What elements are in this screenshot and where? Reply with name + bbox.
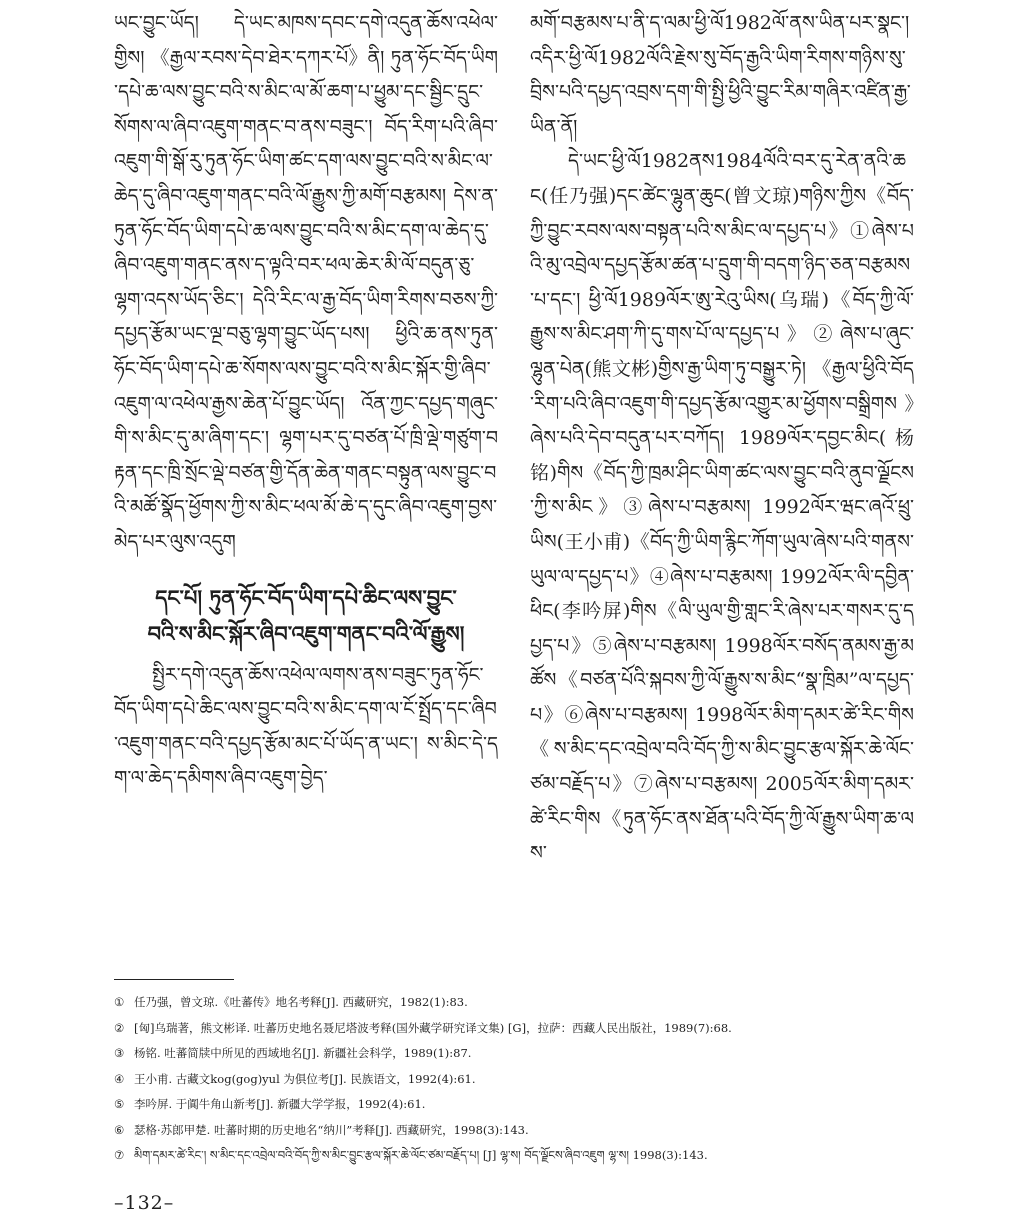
footnote-text: [匈]乌瑞著，熊文彬译. 吐蕃历史地名聂尼塔波考释(国外藏学研究译文集) [G]，拉萨：西藏人民出版社，1989(7):68.: [134, 1020, 732, 1035]
left-column: [114, 6, 498, 796]
footnote-text: 杨铭. 吐蕃简牍中所见的西域地名[J]. 新疆社会科学，1989(1):87.: [134, 1046, 472, 1060]
footnote-text: 李吟屏. 于阗牛角山新考[J]. 新疆大学学报，1992(4):61.: [134, 1097, 426, 1111]
footnote: [114, 1016, 914, 1042]
section-heading-line: དང་པོ། ཏུན་ཧོང་བོད་ཡིག་དཔེ་ཆིང་ལས་བྱུང་: [155, 584, 457, 610]
footnote-text: 王小甫. 古藏文kog(gog)yul 为俱位考[J]. 民族语文，1992(4):61.: [134, 1071, 476, 1086]
footnote: [114, 1041, 914, 1067]
footnote-text: 任乃强，曾文琼.《吐蕃传》地名考释[J]. 西藏研究，1982(1):83.: [134, 995, 468, 1009]
page-number: –132–: [114, 1192, 175, 1214]
footnote-number: ①: [114, 995, 125, 1009]
footnote-number: ④: [114, 1071, 125, 1086]
footnote-number: ⑥: [114, 1122, 125, 1137]
footnote-divider: [114, 979, 234, 980]
body-paragraph: ཡང་བྱུང་ཡོད། དེ་ཡང་མཁས་དབང་དགེ་འདུན་ཆོས་འཕེལ་གྱིས། 《རྒྱལ་རབས་དེབ་ཐེར་དཀར་པོ》ནི། ཏུན་ཧོང་བོད་ཡིག་དཔེ་ཆ་ལས་བྱུང་བའི་ས་མིང་ལ་མོ་ཆག་པ་ཕྱུམ་དང་སྦྱིང་དྲུང་སོགས་ལ་ཞིབ་འཇུག་གནང་བ་ནས་བཟུང་། བོད་རིག་པའི་ཞིབ་འཇུག་གི་སྒོ་རུ་ཏུན་ཧོང་ཡིག་ཚང་དག་ལས་བྱུང་བའི་ས་མིང་ལ་ཆེད་དུ་ཞིབ་འཇུག་གནང་བའི་ལོ་རྒྱུས་ཀྱི་མགོ་བརྩམས། དེས་ན་ཏུན་ཧོང་བོད་ཡིག་དཔེ་ཆ་ལས་བྱུང་བའི་ས་མིང་དག་ལ་ཆེད་དུ་ཞིབ་འཇུག་གནང་ནས་ད་ལྟའི་བར་ཕལ་ཆེར་མི་ལོ་བདུན་ཅུ་ལྷག་འདས་ཡོད་ཅིང་། དེའི་རིང་ལ་རྒྱ་བོད་ཡིག་རིགས་བཅས་ཀྱི་དཔྱད་རྩོམ་ཡང་ལྔ་བཅུ་ལྷག་བྱུང་ཡོད་པས། ཕྱིའི་ཆ་ནས་ཏུན་ཧོང་བོད་ཡིག་དཔེ་ཆ་སོགས་ལས་བྱུང་བའི་ས་མིང་སྐོར་གྱི་ཞིབ་འཇུག་ལ་འཕེལ་རྒྱས་ཆེན་པོ་བྱུང་ཡོད། འོན་ཀྱང་དཔྱད་གཞུང་གི་ས་མིང་དུ་མ་ཞིག་དང་། ལྷག་པར་དུ་བཙན་པོ་ཁྲི་ལྡེ་གཙུག་བརྟན་དང་ཁྲི་སྲོང་ལྡེ་བཙན་གྱི་དོན་ཆེན་གནང་བསྟུན་ལས་བྱུང་བའི་མཚོ་སྣོད་ཕྱོགས་ཀྱི་ས་མིང་ཕལ་མོ་ཆེ་ད་དུང་ཞིབ་འཇུག་བྱས་མེད་པར་ལུས་འདུག: [114, 12, 498, 553]
footnote: [114, 1118, 914, 1144]
footnotes: [114, 990, 914, 1169]
section-heading: [114, 580, 498, 652]
body-paragraph: སྤྱིར་དགེ་འདུན་ཆོས་འཕེལ་ལགས་ནས་བཟུང་ཏུན་ཧོང་བོད་ཡིག་དཔེ་ཆིང་ལས་བྱུང་བའི་ས་མིང་དག་ལ་ངོ་སྤྲོད་དང་ཞིབ་འཇུག་གནང་བའི་དཔྱད་རྩོམ་མང་པོ་ཡོད་ན་ཡང་། ས་མིང་དེ་དག་ལ་ཆེད་དམིགས་ཞིབ་འཇུག་བྱེད་: [114, 663, 498, 790]
footnote: [114, 1143, 914, 1169]
footnote: [114, 1092, 914, 1118]
footnote-number: ③: [114, 1046, 125, 1060]
footnote-number: ⑤: [114, 1097, 125, 1111]
footnote-number: ⑦: [114, 1148, 125, 1162]
body-paragraph: མགོ་བརྩམས་པ་ནི་ད་ལམ་ཕྱི་ལོ1982ལོ་ནས་ཡིན་པར་སྣང་། འདིར་ཕྱི་ལོ1982ལོའི་རྗེས་སུ་བོད་རྒྱའི་ཡིག་རིགས་གཉིས་སུ་བྲིས་པའི་དཔྱད་འབྲས་དག་གི་སྤྱི་ཕྱིའི་བྱུང་རིམ་གཞིར་འཛིན་རྒྱ་ཡིན་ནོ།: [530, 12, 911, 138]
section-heading-line: བའི་ས་མིང་སྐོར་ཞིབ་འཇུག་གནང་བའི་ལོ་རྒྱུས།: [147, 620, 465, 646]
footnote-text: 瑟格·苏郎甲楚. 吐蕃时期的历史地名“纳川”考释[J]. 西藏研究，1998(3):143.: [134, 1122, 529, 1137]
right-column: [530, 6, 914, 871]
footnote: [114, 1067, 914, 1093]
footnote-text: མིག་དམར་ཚེ་རིང་། ས་མིང་དང་འབྲེལ་བའི་བོད་ཀྱི་ས་མིང་བྱུང་རྩལ་སྐོར་ཆེ་ལོང་ཙམ་བརྗོད་པ། [J] ལྷ་ས། བོད་ལྗོངས་ཞིབ་འཇུག ལྷ་ས། 1998(3):143.: [134, 1148, 708, 1162]
footnote: [114, 990, 914, 1016]
footnote-number: ②: [114, 1020, 125, 1035]
body-paragraph: དེ་ཡང་ཕྱི་ལོ1982ནས1984ལོའི་བར་དུ་རེན་ནའི་ཆང(任乃强)དང་ཚེང་ལྷུན་ཆུང(曾文琼)གཉིས་ཀྱིས《བོད་ཀྱི་བྱུང་རབས་ལས་བསྟན་པའི་ས་མིང་ལ་དཔྱད་པ》①ཞེས་པའི་མུ་འབྲེལ་དཔྱད་རྩོམ་ཚན་པ་དྲུག་གི་བདག་ཉིད་ཅན་བརྩམས་པ་དང་། ཕྱི་ལོ1989ལོར་ཨུ་རེའུ་ཡིས(乌瑞)《བོད་ཀྱི་ལོ་རྒྱུས་ས་མིང་ཤག་ཀི་དུ་གས་པོ་ལ་དཔྱད་པ》②ཞེས་པ་ཞུང་ལྷུན་པེན(熊文彬)གྱིས་རྒྱ་ཡིག་ཏུ་བསྒྱུར་ཏེ། 《རྒྱལ་ཕྱིའི་བོད་རིག་པའི་ཞིབ་འཇུག་གི་དཔྱད་རྩོམ་འགྱུར་མ་ཕྱོགས་བསྒྲིགས》ཞེས་པའི་དེབ་བདུན་པར་བཀོད། 1989ལོར་དབྱང་མིང(杨铭)གིས《བོད་ཀྱི་ཁྲམ་ཤིང་ཡིག་ཚང་ལས་བྱུང་བའི་ནུབ་ལྗོངས་ཀྱི་ས་མིང》③ཞེས་པ་བརྩམས། 1992ལོར་ཝང་ཞའོ་ཕྲུ་ཡིས(王小甫)《བོད་ཀྱི་ཡིག་རྙིང་ཀོག་ཡུལ་ཞེས་པའི་གནས་ཡུལ་ལ་དཔྱད་པ》④ཞེས་པ་བརྩམས། 1992ལོར་ལི་དབྱིན་ཕིང(李吟屏)གིས《ལི་ཡུལ་གྱི་གླང་རི་ཞེས་པར་གསར་དུ་དཔྱད་པ》⑤ཞེས་པ་བརྩམས། 1998ལོར་བསོད་ནམས་རྒྱ་མཚོས《བཙན་པོའི་སྐབས་ཀྱི་ལོ་རྒྱུས་ས་མིང“སྣ་ཁྲིམ”ལ་དཔྱད་པ》⑥ཞེས་པ་བརྩམས། 1998ལོར་མིག་དམར་ཚེ་རིང་གིས《ས་མིང་དང་འབྲེལ་བའི་བོད་ཀྱི་ས་མིང་བྱུང་རྩལ་སྐོར་ཆེ་ལོང་ཙམ་བརྗོད་པ》⑦ཞེས་པ་བརྩམས། 2005ལོར་མིག་དམར་ཚེ་རིང་གིས《ཏུན་ཧོང་ནས་ཐོན་པའི་བོད་ཀྱི་ལོ་རྒྱུས་ཡིག་ཆ་ལས་: [530, 150, 914, 865]
